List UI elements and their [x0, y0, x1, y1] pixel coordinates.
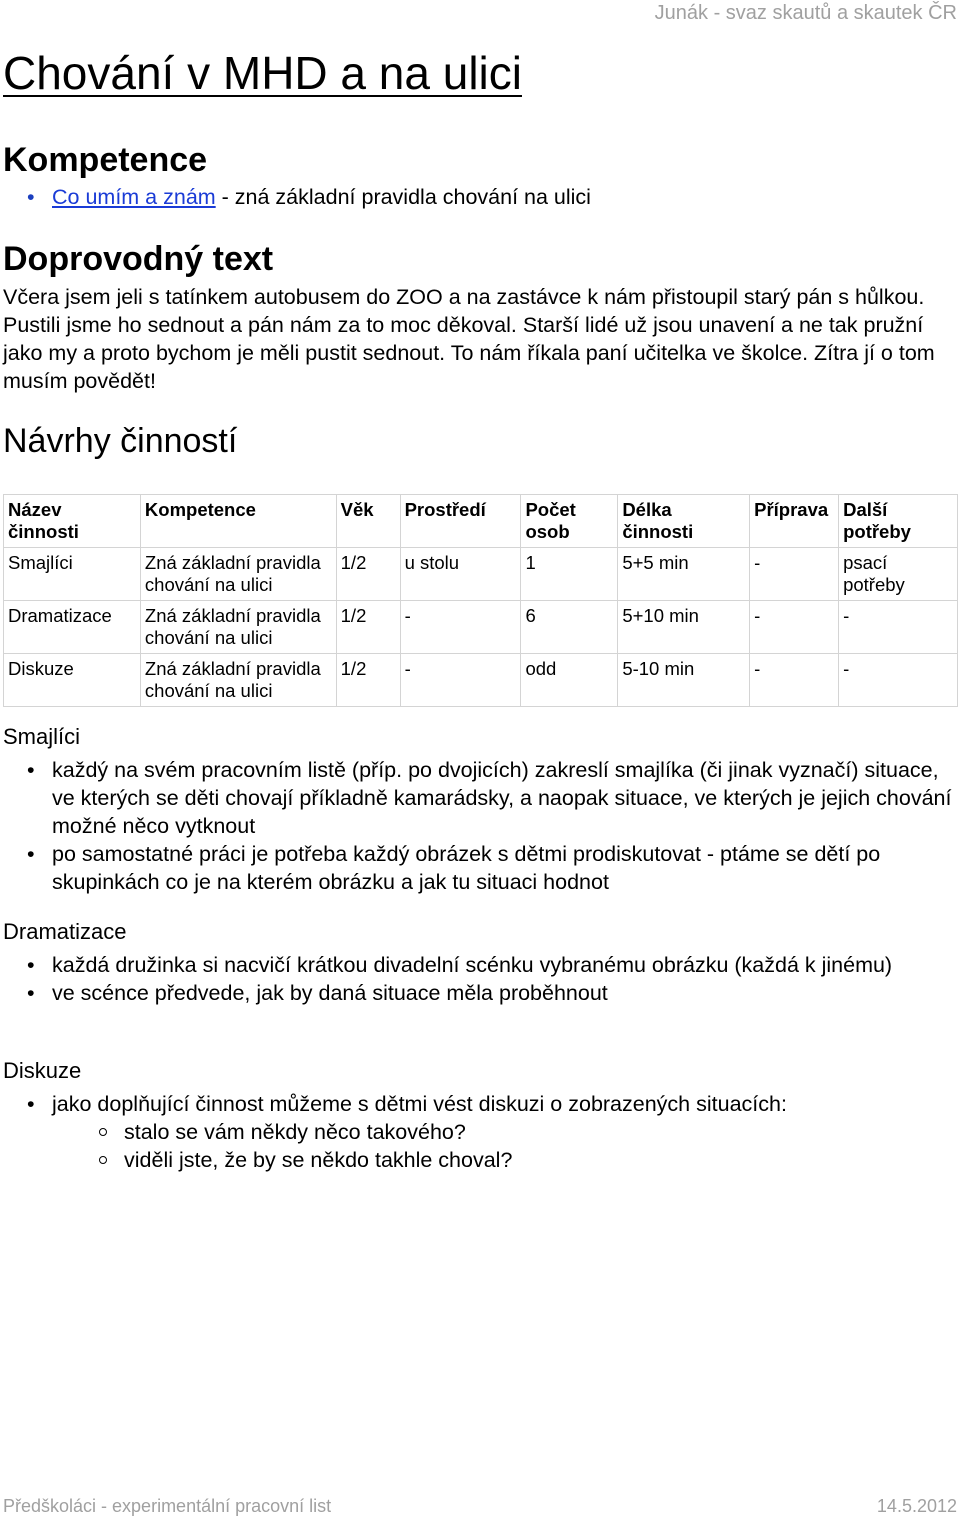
list-item: • každý na svém pracovním listě (příp. po dvojicích) zakreslí smajlíka (či jinak vyznačí) situace, ve kterých se děti chovají příkladně kamarádsky, a naopak situace, ve kterých je jejich chování možné něco vytknout	[3, 756, 953, 840]
table-cell: -	[839, 654, 958, 707]
table-header-row	[4, 495, 958, 548]
column-header: Příprava	[750, 495, 839, 548]
table-cell: u stolu	[400, 548, 521, 601]
table-cell: 6	[521, 601, 618, 654]
list-item: • každá družinka si nacvičí krátkou divadelní scénku vybranému obrázku (každá k jinému)	[3, 951, 953, 979]
table-cell: -	[750, 654, 839, 707]
list-item: • jako doplňující činnost můžeme s dětmi vést diskuzi o zobrazených situacích:	[3, 1090, 953, 1118]
footer-date: 14.5.2012	[876, 1496, 957, 1516]
table-row	[4, 654, 958, 707]
sub-list-item: viděli jste, že by se někdo takhle choval?	[3, 1146, 953, 1174]
diskuze-section	[3, 1056, 953, 1174]
page-title: Chování v MHD a na ulici	[3, 47, 522, 99]
table-cell: 1/2	[336, 601, 400, 654]
activities-table	[3, 494, 958, 707]
list-item: • ve scénce předvede, jak by daná situace měla proběhnout	[3, 979, 953, 1007]
table-cell: -	[400, 654, 521, 707]
table-cell: 1	[521, 548, 618, 601]
table-cell: 5+5 min	[618, 548, 750, 601]
table-row	[4, 601, 958, 654]
table-cell: odd	[521, 654, 618, 707]
column-header: Délka činnosti	[618, 495, 750, 548]
kompetence-item	[3, 183, 953, 211]
table-cell: -	[839, 601, 958, 654]
table-cell: 5+10 min	[618, 601, 750, 654]
table-cell: Smajlíci	[4, 548, 141, 601]
kompetence-heading: Kompetence	[3, 141, 208, 179]
table-cell: -	[400, 601, 521, 654]
organization-header: Junák - svaz skautů a skautek ČR	[654, 2, 957, 24]
sub-list-item: stalo se vám někdy něco takového?	[3, 1118, 953, 1146]
kompetence-item-text: - zná základní pravidla chování na ulici	[215, 185, 591, 209]
column-header: Počet osob	[521, 495, 618, 548]
smajlici-list	[3, 756, 953, 896]
navrhy-cinnosti-heading: Návrhy činností	[3, 422, 238, 460]
smajlici-section	[3, 722, 953, 896]
list-item: • po samostatné práci je potřeba každý obrázek s dětmi prodiskutovat - ptáme se dětí po skupinkách co je na kterém obrázku a jak tu situaci hodnot	[3, 840, 953, 896]
diskuze-heading: Diskuze	[3, 1058, 82, 1083]
table-cell: -	[750, 548, 839, 601]
table-row	[4, 548, 958, 601]
column-header: Další potřeby	[839, 495, 958, 548]
column-header: Prostředí	[400, 495, 521, 548]
kompetence-list	[3, 183, 953, 211]
co-umim-a-znam-link[interactable]: Co umím a znám	[52, 185, 216, 209]
table-cell: Zná základní pravidla chování na ulici	[140, 601, 336, 654]
diskuze-list	[3, 1090, 953, 1174]
table-cell: Zná základní pravidla chování na ulici	[140, 654, 336, 707]
column-header: Věk	[336, 495, 400, 548]
table-cell: 5-10 min	[618, 654, 750, 707]
dramatizace-list	[3, 951, 953, 1007]
doprovodny-text-paragraph: Včera jsem jeli s tatínkem autobusem do ZOO a na zastávce k nám přistoupil starý pán s hůlkou. Pustili jsme ho sednout a pán nám za to moc děkoval. Starší lidé už jsou unavení a ne tak pružní jako my a proto bychom je měli pustit sednout. To nám říkala paní učitelka ve školce. Zítra jí o tom musím povědět!	[3, 285, 935, 393]
table-cell: Diskuze	[4, 654, 141, 707]
footer-left: Předškoláci - experimentální pracovní list	[3, 1496, 332, 1516]
table-cell: psací potřeby	[839, 548, 958, 601]
table-cell: Zná základní pravidla chování na ulici	[140, 548, 336, 601]
dramatizace-heading: Dramatizace	[3, 919, 127, 944]
smajlici-heading: Smajlíci	[3, 724, 81, 749]
table-cell: 1/2	[336, 654, 400, 707]
dramatizace-section	[3, 917, 953, 1007]
doprovodny-text-heading: Doprovodný text	[3, 240, 274, 278]
column-header: Kompetence	[140, 495, 336, 548]
table-cell: Dramatizace	[4, 601, 141, 654]
table-cell: -	[750, 601, 839, 654]
column-header: Název činnosti	[4, 495, 141, 548]
table-cell: 1/2	[336, 548, 400, 601]
